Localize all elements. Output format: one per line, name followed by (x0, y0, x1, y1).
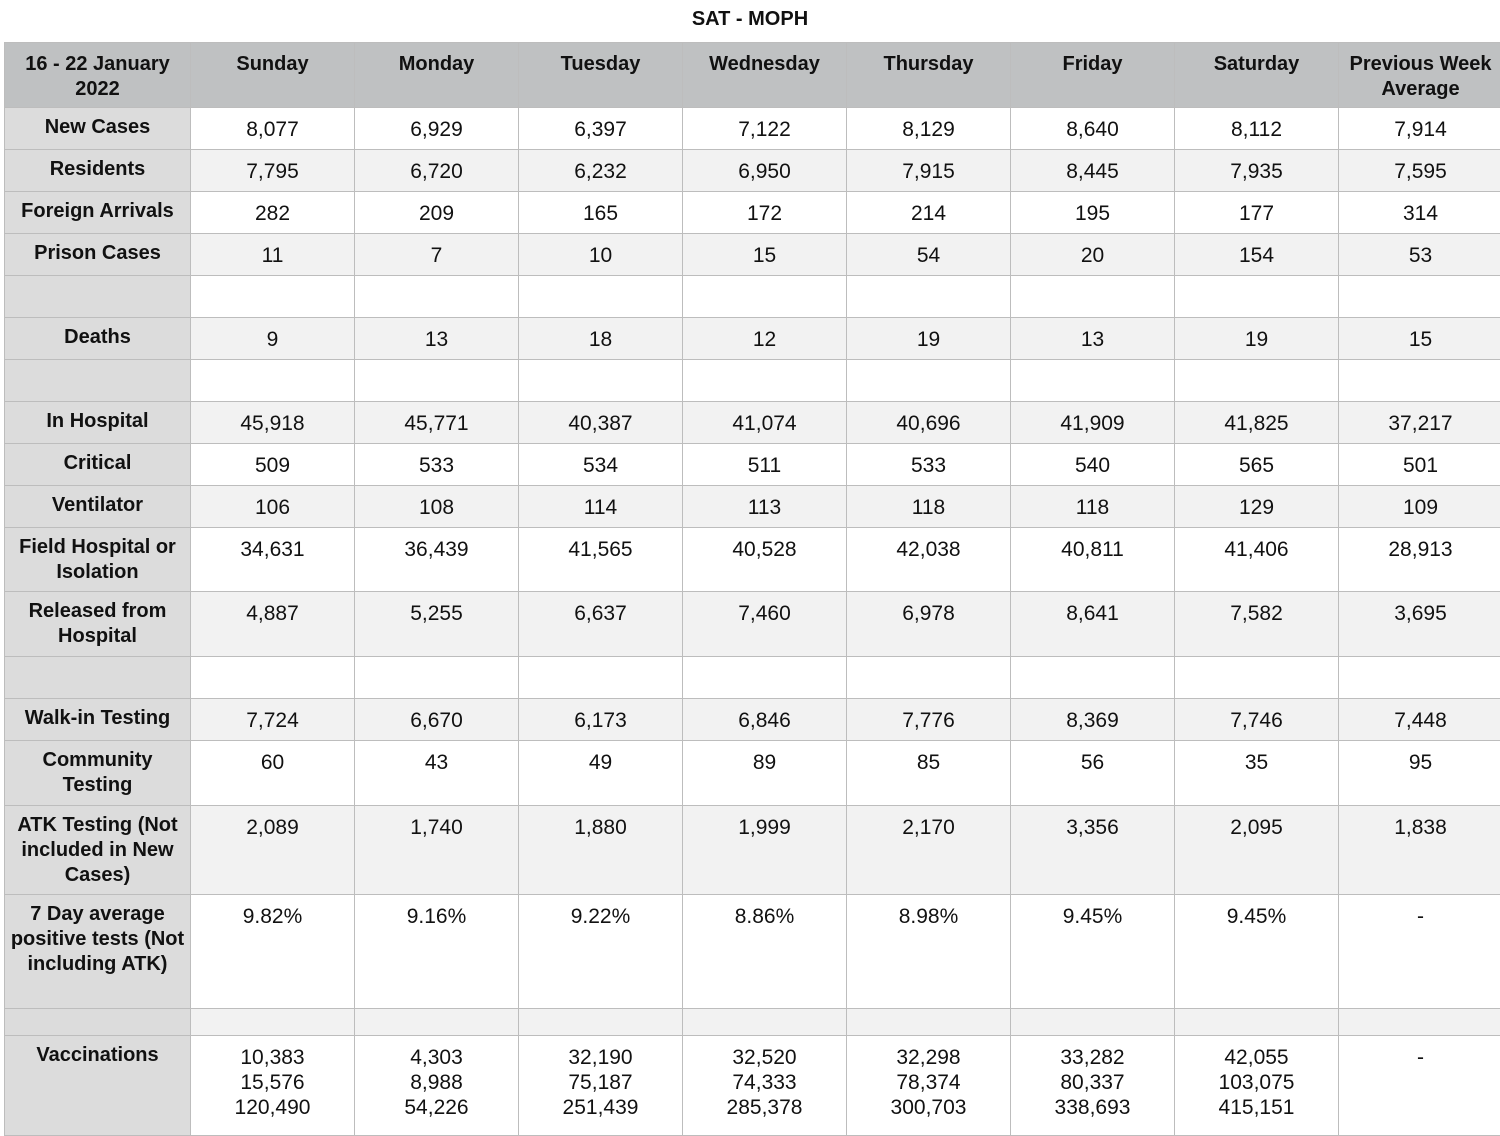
value-cell: 53 (1339, 234, 1500, 276)
value-cell: 49 (519, 741, 683, 806)
value-line: 8,988 (410, 1071, 463, 1094)
spacer-cell (1175, 360, 1339, 402)
row-label: Ventilator (5, 486, 191, 528)
value-cell: 8,112 (1175, 108, 1339, 150)
row-community (5, 741, 1500, 806)
row-field-hospital (5, 528, 1500, 592)
value-line: 338,693 (1054, 1096, 1131, 1119)
value-cell: 195 (1011, 192, 1175, 234)
page-title: SAT - MOPH (691, 8, 809, 30)
spacer-label-cell (5, 360, 191, 402)
spacer-cell (355, 276, 519, 318)
value-cell: 41,825 (1175, 402, 1339, 444)
row-released (5, 592, 1500, 657)
value-cell: 511 (683, 444, 847, 486)
value-cell: 7,724 (191, 699, 355, 741)
value-cell: 8.86% (683, 895, 847, 1009)
spacer-cell (1011, 657, 1175, 699)
value-cell: 533 (847, 444, 1011, 486)
value-line: 4,303 (410, 1046, 463, 1069)
value-cell: 89 (683, 741, 847, 806)
value-cell-multiline (683, 1036, 847, 1136)
spacer-cell (519, 360, 683, 402)
value-cell: 9.82% (191, 895, 355, 1009)
value-cell: 41,406 (1175, 528, 1339, 592)
day-header-saturday: Saturday (1175, 43, 1339, 108)
spacer-cell (847, 276, 1011, 318)
value-cell: 7,795 (191, 150, 355, 192)
spacer-row (5, 360, 1500, 402)
value-cell: 8,129 (847, 108, 1011, 150)
value-cell: 9 (191, 318, 355, 360)
value-cell: 8,641 (1011, 592, 1175, 657)
spacer-cell (191, 276, 355, 318)
value-cell: 40,528 (683, 528, 847, 592)
spacer-cell (355, 1009, 519, 1036)
value-cell: 9.22% (519, 895, 683, 1009)
value-cell: 15 (1339, 318, 1500, 360)
spacer-cell (191, 360, 355, 402)
value-cell: 177 (1175, 192, 1339, 234)
value-cell: 7,746 (1175, 699, 1339, 741)
value-cell: 118 (847, 486, 1011, 528)
value-cell-multiline (1011, 1036, 1175, 1136)
value-cell: 7,935 (1175, 150, 1339, 192)
spacer-cell (191, 657, 355, 699)
value-line: 120,490 (234, 1096, 311, 1119)
value-cell: 19 (1175, 318, 1339, 360)
row-foreign (5, 192, 1500, 234)
row-label: Community Testing (5, 741, 191, 806)
value-cell: 108 (355, 486, 519, 528)
value-line: 415,151 (1218, 1096, 1295, 1119)
spacer-label-cell (5, 1009, 191, 1036)
spacer-row (5, 1009, 1500, 1036)
spacer-cell (683, 276, 847, 318)
row-residents (5, 150, 1500, 192)
value-cell: 129 (1175, 486, 1339, 528)
spacer-label-cell (5, 276, 191, 318)
value-cell: 172 (683, 192, 847, 234)
spacer-cell (519, 1009, 683, 1036)
value-cell: 154 (1175, 234, 1339, 276)
value-cell: 9.45% (1175, 895, 1339, 1009)
value-cell: 35 (1175, 741, 1339, 806)
value-cell: 165 (519, 192, 683, 234)
value-cell: 6,232 (519, 150, 683, 192)
row-label: Walk-in Testing (5, 699, 191, 741)
day-header-wednesday: Wednesday (683, 43, 847, 108)
value-cell: 95 (1339, 741, 1500, 806)
value-cell: 6,929 (355, 108, 519, 150)
value-line: 32,298 (896, 1046, 961, 1069)
spacer-cell (191, 1009, 355, 1036)
value-line: 75,187 (568, 1071, 633, 1094)
value-cell: 533 (355, 444, 519, 486)
spacer-cell (519, 276, 683, 318)
value-cell: 509 (191, 444, 355, 486)
value-cell: 13 (1011, 318, 1175, 360)
row-deaths (5, 318, 1500, 360)
value-cell: 7,776 (847, 699, 1011, 741)
value-cell: 7,914 (1339, 108, 1500, 150)
value-cell: 9.45% (1011, 895, 1175, 1009)
row-label: ATK Testing (Not included in New Cases) (5, 806, 191, 895)
header-row (5, 43, 1500, 108)
value-cell: 6,670 (355, 699, 519, 741)
value-cell: 34,631 (191, 528, 355, 592)
value-cell: 2,089 (191, 806, 355, 895)
row-label: Deaths (5, 318, 191, 360)
spacer-cell (1339, 360, 1500, 402)
value-cell: 118 (1011, 486, 1175, 528)
row-new-cases (5, 108, 1500, 150)
value-cell: 7,460 (683, 592, 847, 657)
value-cell: 7,915 (847, 150, 1011, 192)
value-cell: 41,074 (683, 402, 847, 444)
spacer-row (5, 276, 1500, 318)
value-cell: 18 (519, 318, 683, 360)
row-positive (5, 895, 1500, 1009)
value-cell: 6,950 (683, 150, 847, 192)
value-cell: 6,720 (355, 150, 519, 192)
value-cell: 113 (683, 486, 847, 528)
value-line: 54,226 (404, 1096, 469, 1119)
value-cell: 8,445 (1011, 150, 1175, 192)
spacer-cell (1339, 1009, 1500, 1036)
spacer-cell (1011, 360, 1175, 402)
value-line: 74,333 (732, 1071, 797, 1094)
value-cell: 12 (683, 318, 847, 360)
spacer-cell (1175, 276, 1339, 318)
value-cell: 6,846 (683, 699, 847, 741)
value-line: 300,703 (890, 1096, 967, 1119)
value-cell: 40,387 (519, 402, 683, 444)
spacer-row (5, 657, 1500, 699)
spacer-label-cell (5, 657, 191, 699)
value-cell: 60 (191, 741, 355, 806)
value-cell: 43 (355, 741, 519, 806)
spacer-cell (683, 657, 847, 699)
value-cell: 36,439 (355, 528, 519, 592)
value-cell: 42,038 (847, 528, 1011, 592)
spacer-cell (1175, 657, 1339, 699)
day-header-friday: Friday (1011, 43, 1175, 108)
spacer-cell (683, 1009, 847, 1036)
value-line: 33,282 (1060, 1046, 1125, 1069)
value-cell: 106 (191, 486, 355, 528)
value-line: 32,520 (732, 1046, 797, 1069)
value-cell: 19 (847, 318, 1011, 360)
value-cell-multiline (1339, 1036, 1500, 1136)
day-header-thursday: Thursday (847, 43, 1011, 108)
value-line: 32,190 (568, 1046, 633, 1069)
spacer-cell (847, 360, 1011, 402)
value-cell-multiline (355, 1036, 519, 1136)
value-cell: 7,448 (1339, 699, 1500, 741)
row-ventilator (5, 486, 1500, 528)
value-cell: 565 (1175, 444, 1339, 486)
value-cell: 1,999 (683, 806, 847, 895)
row-label: Foreign Arrivals (5, 192, 191, 234)
row-label: Released from Hospital (5, 592, 191, 657)
value-cell: 15 (683, 234, 847, 276)
row-label: New Cases (5, 108, 191, 150)
value-cell: 10 (519, 234, 683, 276)
spacer-cell (847, 1009, 1011, 1036)
value-cell: 214 (847, 192, 1011, 234)
value-cell: - (1339, 895, 1500, 1009)
row-in-hospital (5, 402, 1500, 444)
row-prison (5, 234, 1500, 276)
value-line: 251,439 (562, 1096, 639, 1119)
value-cell: 534 (519, 444, 683, 486)
value-cell: 6,978 (847, 592, 1011, 657)
value-cell: 282 (191, 192, 355, 234)
row-walkin (5, 699, 1500, 741)
weekly-stats-table (4, 42, 1500, 1136)
value-cell: 2,095 (1175, 806, 1339, 895)
value-cell: 41,909 (1011, 402, 1175, 444)
value-cell: 45,771 (355, 402, 519, 444)
day-header-monday: Monday (355, 43, 519, 108)
value-cell: 41,565 (519, 528, 683, 592)
value-cell: 314 (1339, 192, 1500, 234)
value-cell: 8.98% (847, 895, 1011, 1009)
value-cell: 6,637 (519, 592, 683, 657)
value-cell: 7,582 (1175, 592, 1339, 657)
value-cell: 4,887 (191, 592, 355, 657)
spacer-cell (1175, 1009, 1339, 1036)
row-label: In Hospital (5, 402, 191, 444)
row-label: 7 Day average positive tests (Not including ATK) (5, 895, 191, 1009)
spacer-cell (683, 360, 847, 402)
value-line: 103,075 (1218, 1071, 1295, 1094)
value-cell: 6,173 (519, 699, 683, 741)
value-cell: 1,740 (355, 806, 519, 895)
value-cell: 7 (355, 234, 519, 276)
spacer-cell (1339, 657, 1500, 699)
value-cell: 37,217 (1339, 402, 1500, 444)
value-cell: 40,696 (847, 402, 1011, 444)
value-line: 42,055 (1224, 1046, 1289, 1069)
value-cell-multiline (191, 1036, 355, 1136)
value-cell: 209 (355, 192, 519, 234)
value-cell: 2,170 (847, 806, 1011, 895)
day-header-tuesday: Tuesday (519, 43, 683, 108)
row-label: Critical (5, 444, 191, 486)
value-cell: 1,880 (519, 806, 683, 895)
row-atk (5, 806, 1500, 895)
value-cell: 540 (1011, 444, 1175, 486)
spacer-cell (355, 657, 519, 699)
value-cell: 9.16% (355, 895, 519, 1009)
value-cell: 28,913 (1339, 528, 1500, 592)
value-cell-multiline (519, 1036, 683, 1136)
value-cell: 1,838 (1339, 806, 1500, 895)
spacer-cell (519, 657, 683, 699)
day-header-sunday: Sunday (191, 43, 355, 108)
value-cell: 3,356 (1011, 806, 1175, 895)
row-critical (5, 444, 1500, 486)
value-cell: 7,595 (1339, 150, 1500, 192)
value-line: 285,378 (726, 1096, 803, 1119)
value-cell: 11 (191, 234, 355, 276)
value-line: 80,337 (1060, 1071, 1125, 1094)
average-header: Previous Week Average (1339, 43, 1500, 108)
value-line: 10,383 (240, 1046, 305, 1069)
value-cell: 13 (355, 318, 519, 360)
value-line: 15,576 (240, 1071, 305, 1094)
value-line: - (1417, 1046, 1424, 1069)
value-cell: 40,811 (1011, 528, 1175, 592)
spacer-cell (847, 657, 1011, 699)
row-vaccinations (5, 1036, 1500, 1136)
row-label: Prison Cases (5, 234, 191, 276)
value-cell: 56 (1011, 741, 1175, 806)
spacer-cell (1011, 276, 1175, 318)
value-line: 78,374 (896, 1071, 961, 1094)
value-cell-multiline (1175, 1036, 1339, 1136)
value-cell: 6,397 (519, 108, 683, 150)
row-label: Residents (5, 150, 191, 192)
value-cell: 8,077 (191, 108, 355, 150)
row-label: Vaccinations (5, 1036, 191, 1136)
spacer-cell (1011, 1009, 1175, 1036)
value-cell: 7,122 (683, 108, 847, 150)
value-cell: 109 (1339, 486, 1500, 528)
value-cell: 20 (1011, 234, 1175, 276)
value-cell: 54 (847, 234, 1011, 276)
row-label: Field Hospital or Isolation (5, 528, 191, 592)
value-cell: 45,918 (191, 402, 355, 444)
value-cell: 8,640 (1011, 108, 1175, 150)
value-cell: 501 (1339, 444, 1500, 486)
value-cell: 114 (519, 486, 683, 528)
value-cell: 85 (847, 741, 1011, 806)
value-cell-multiline (847, 1036, 1011, 1136)
value-cell: 8,369 (1011, 699, 1175, 741)
spacer-cell (1339, 276, 1500, 318)
period-header: 16 - 22 January 2022 (5, 43, 191, 108)
value-cell: 5,255 (355, 592, 519, 657)
value-cell: 3,695 (1339, 592, 1500, 657)
spacer-cell (355, 360, 519, 402)
